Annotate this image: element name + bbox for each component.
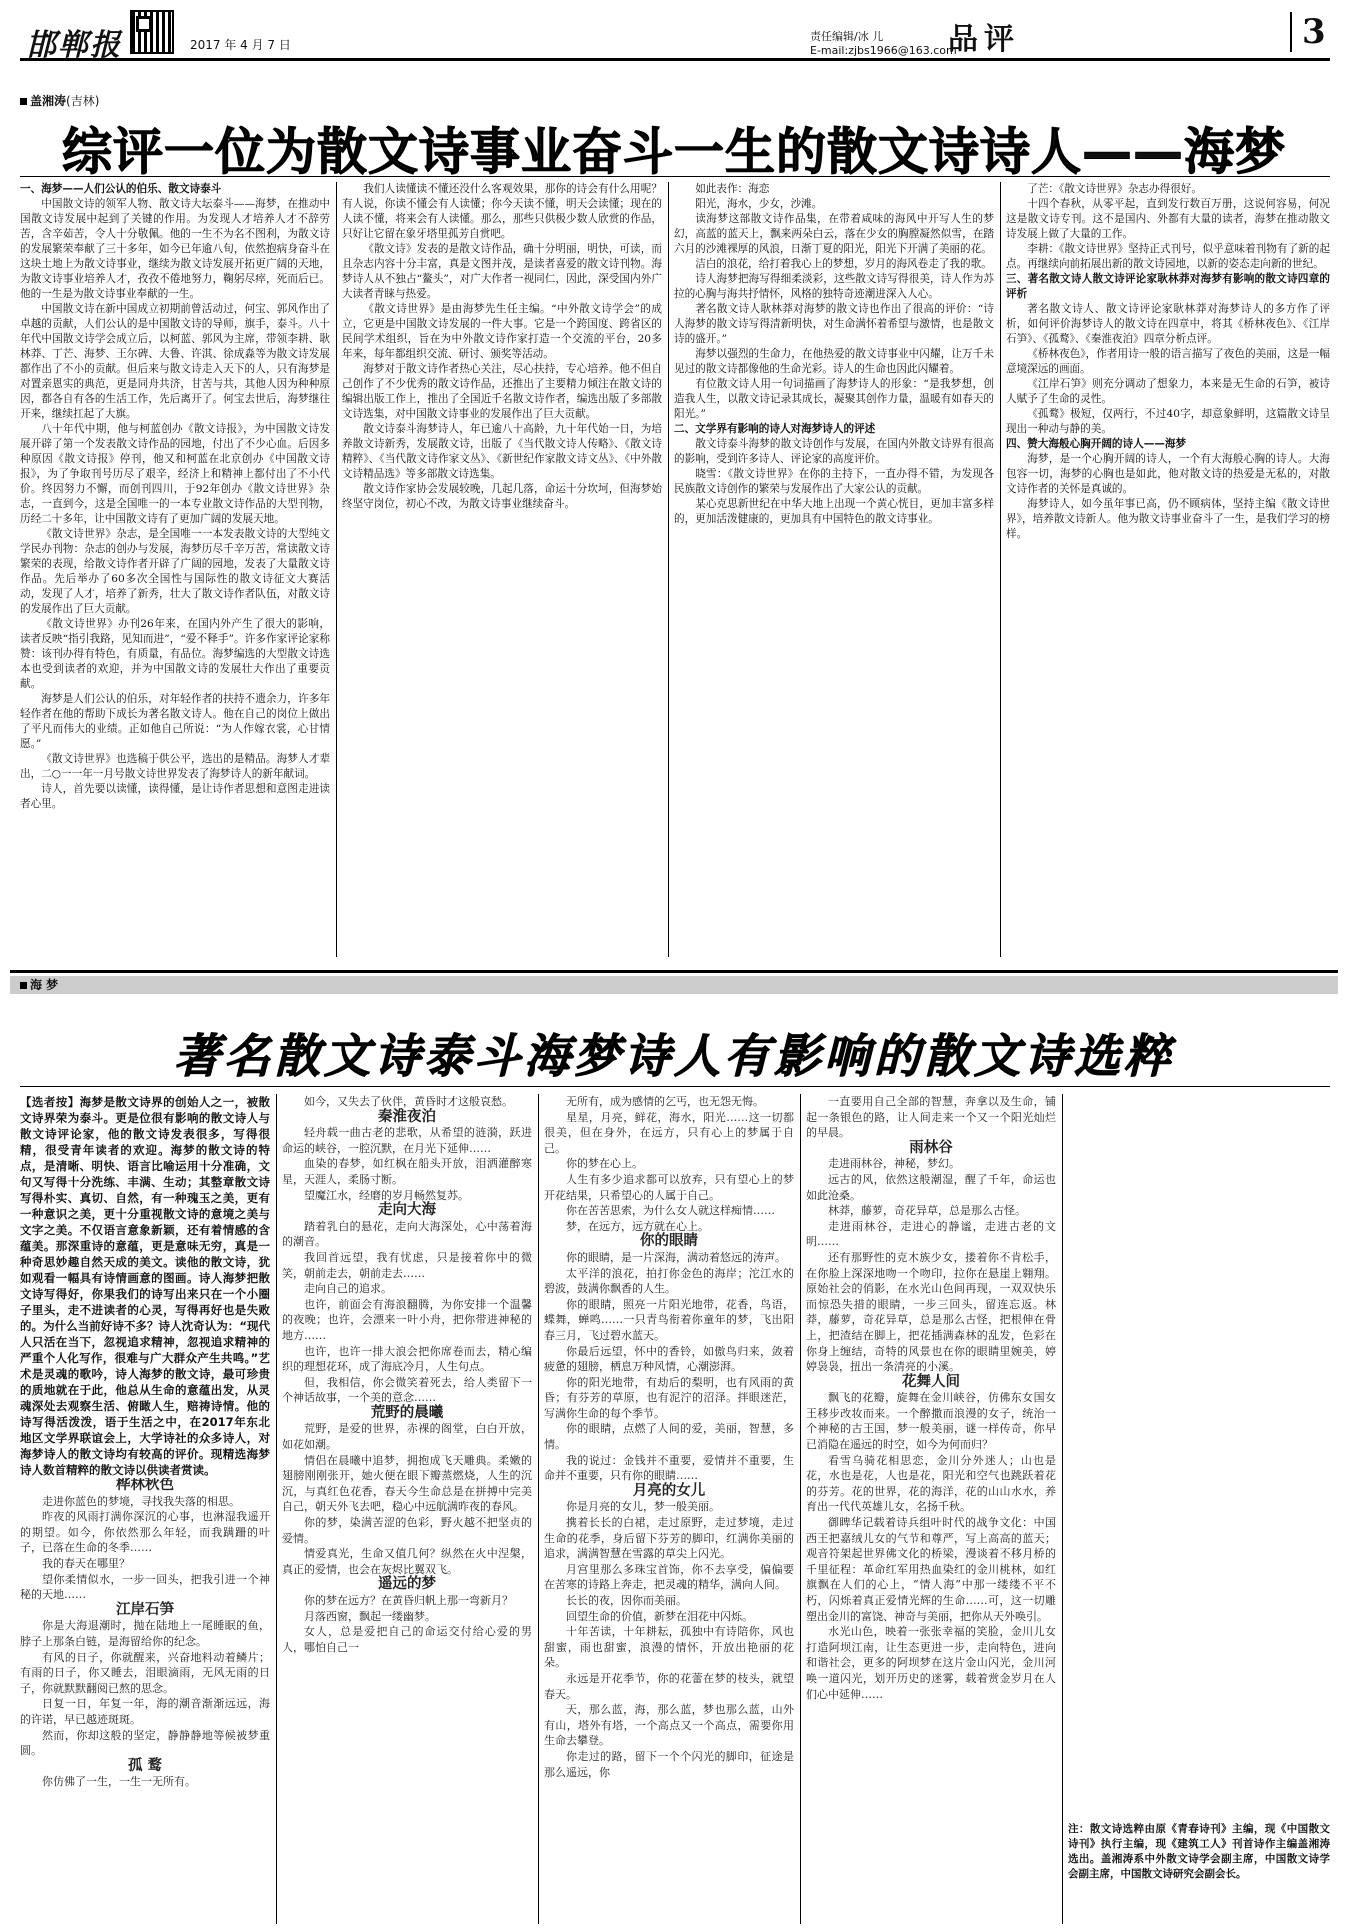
poem-title: 月亮的女儿	[632, 1482, 706, 1499]
article2-byline	[20, 976, 58, 993]
poem-line: 你的梦在心上。	[566, 1157, 643, 1171]
poem-line: 长长的夜，因你而美丽。	[566, 1594, 687, 1607]
poem-line: 你是大海退潮时，抛在陆地上一尾睡眠的鱼，脖子上那条白链，是海留给你的纪念。	[20, 1619, 270, 1648]
poem-line: 也许，也许一排大浪会把你席卷而去，精心编织的理想花环，成了海底冷月，人生句点。	[282, 1344, 532, 1374]
newspaper-name: 邯郸报	[26, 28, 122, 63]
poem-line: 你的梦在远方？在黄昏归帆上那一弯新月？	[304, 1594, 513, 1607]
paragraph: 十四个春秋，从零平起，直到发行数百万册，这说何容易，何况这是散文诗专刊。这不是国内、外都有大量的读者，海梦在推动散文诗发展上做了大量的工作。	[1006, 198, 1330, 240]
column-divider	[800, 1094, 801, 1924]
poem-line: 你的梦，染满苦涩的色彩，野火越不把坚贞的爱情。	[282, 1516, 532, 1545]
poem-line: 月宫里那么多珠宝首饰，你不去享受，偏偏要在苦寒的诗路上奔走，把灵魂的精华，满向人间。	[544, 1562, 794, 1592]
column-divider	[538, 1094, 539, 1924]
poem-line: 携着长长的白裙，走过原野，走过梦境，走过生命的花季，身后留下芬芳的脚印，红满你美丽的追求，满满智慧在雪露的草尖上闪光。	[544, 1516, 794, 1561]
article1-byline	[20, 92, 99, 109]
square-bullet-icon	[20, 982, 27, 989]
paragraph: 《散文诗世界》杂志，是全国唯一一本发表散文诗的大型纯文学民办刊物：杂志的创办与发展，海梦历尽千辛万苦，常读散文诗繁荣的表现，给散文诗作者开辟了广阔的园地，发表了大量散文诗作品。先后举办了60多次全国性与国际性的散文诗征文大赛活动，发现了人才，培养了新秀，壮大了散文诗作者队伍，对散文诗的发展作出了巨大贡献。	[20, 528, 330, 615]
poem-line: 水光山色，映着一张张幸福的笑脸，金川儿女打造阿坝江南，让生态更进一步，走向特色，进向和谐社会，更多的阿坝梦在这片金山闪光，金川河唤一道闪光，划开历史的迷雾，载着赏金岁月在人们心中延伸……	[806, 1625, 1056, 1701]
article2-column-3	[544, 1094, 794, 1924]
paragraph: 中国散文诗的领军人物、散文诗大坛泰斗——海梦，在推动中国散文诗发展中起到了关键的作用。为发现人才培养人才不辞劳苦，含辛茹苦，令人十分敬佩。他的一生不为名不图利，为散文诗的发展繁荣奉献了三十多年，如今已年逾八旬，依然抱病身奋斗在这块土地上为散文诗事业，继续为散文诗发展开拓更广阔的天地，为散文诗事业培养人才，孜孜不倦地努力，鞠躬尽瘁，死而后已。他的一生是为散文诗事业奉献的一生。	[20, 198, 330, 300]
paragraph: 著名散文诗人、散文诗评论家耿林莽对海梦诗人的多方作了评析，如何评价海梦诗人的散文诗在四章中，将其《桥林夜色》、《江岸石笋》、《孤鹜》、《秦淮夜泊》四章分析点评。	[1006, 303, 1330, 345]
poem-title: 走向大海	[378, 1202, 436, 1219]
selection-note	[1068, 1822, 1330, 1882]
paragraph: 海梦，是一个心胸开阔的诗人，一个有大海般心胸的诗人。大海包容一切，海梦的心胸也是如此，他对散文诗的热爱是无私的，对散文诗作者的关怀是真诚的。	[1006, 453, 1330, 495]
poem-title: 雨林谷	[909, 1139, 953, 1156]
paragraph: 诗人，首先要以读懂，读得懂，是让诗作者思想和意图走进读者心里。	[20, 783, 330, 810]
column-divider	[336, 182, 337, 957]
poem-line: 你最后远望，怀中的香铃，如傲鸟归来，敛着疲惫的翅膀，栖息万种风情，心潮澎湃。	[544, 1344, 794, 1374]
paragraph: 《散文诗世界》也选稿于供公平，选出的是精品。海梦人才辈出，二○一一年一月号散文诗世界发表了海梦诗人的新年献词。	[20, 753, 330, 780]
paragraph: 了芒：《散文诗世界》杂志办得很好。	[1027, 183, 1202, 195]
poem-line: 望你柔情似水，一步一回头，把我引进一个神秘的天地……	[20, 1572, 270, 1602]
poem-line: 走进你蓝色的梦境，寻找我失落的相思。	[42, 1494, 240, 1508]
article2-column-4	[806, 1094, 1056, 1924]
poem-title: 你的眼睛	[640, 1233, 698, 1250]
poem-line: 御睥华记载着诗兵组叶时代的战争文化：中国西王把嘉绒儿女的气节和尊严，写上高高的蓝天；观音符架起世界佛文化的桥梁，漫谈着不移月桥的千里征程：革命红军用热血染红的金川桃林，如红旗飘在人们的心上，“情人海”中那一缕缕不平不朽，闪烁着真正爱情光辉的生命……可，这一切雕塑出金川的富饶、神奇与美丽，把你从天外唤引。	[806, 1516, 1056, 1623]
poem-line: 回望生命的价值，新梦在泪花中闪烁。	[566, 1609, 753, 1623]
poem-line: 你的眼睛，点燃了人间的爱，美丽，智慧，多情。	[544, 1422, 794, 1452]
masthead	[20, 8, 1330, 61]
poem-line: 日复一日，年复一年，海的潮音渐渐远远，海的许诺，早已越迹斑斑。	[20, 1697, 270, 1726]
poem-line: 你在苦苦思索，为什么女人就这样痴情……	[566, 1204, 775, 1218]
poem-line: 太平洋的浪花，拍打你金色的海岸；沱江水的碧波，鼓满你飘香的人生。	[544, 1266, 794, 1296]
article2-headline: 著名散文诗泰斗海梦诗人有影响的散文诗选粹	[174, 1029, 1174, 1083]
headline-divider	[20, 1086, 1330, 1087]
paragraph: 海梦以强烈的生命力，在他热爱的散文诗事业中闪耀，让万千未见过的散文诗都像他的生命光彩。诗人的生命也因此闪耀着。	[674, 348, 994, 375]
paragraph: 中国散文诗在新中国成立初期前曾活动过，何宝、郭风作出了卓越的贡献，人们公认的是中国散文诗的导师，旗手，泰斗。八十年代中国散文诗学会成立后，以柯蓝、郭风为主席，带领李耕、耿林莽、丁芒、海梦、王尔碑、大鲁、许淇、徐成淼等为散文诗发展都作出了不小的贡献。但后来与散文诗走入天下的人，只有海梦是对置亲恩实的典范，更是同舟共济，甘苦与共，其他人因为种种原因，都各自有各的生活工作，先后离开了。何宝去世后，海梦继往开来，继续扛起了大旗。	[20, 303, 330, 420]
poem-line: 看雪乌骑花相思恋，金川分外迷人；山也是花，水也是花，人也是花，阳光和空气也跳跃着花的芬芳。花的世界，花的海洋，花的山山水水，养育出一代代英雄儿女，名扬千秋。	[806, 1453, 1056, 1514]
paragraph: 八十年代中期，他与柯蓝创办《散文诗报》，为中国散文诗发展开辟了第一个发表散文诗作品的园地，付出了不少心血。后因多种原因《散文诗报》停刊，他又和柯蓝在北京创办《中国散文诗报》，为了争取刊号历尽了艰辛，经济上和精神上都付出了不小代价。终因努力不懈，而创刊四川，于92年创办《散文诗世界》杂志，一直到今，这是全国唯一的一本专业散文诗作品的大型刊物，历经二十多年，让中国散文诗有了更加广阔的发展天地。	[20, 423, 330, 525]
poem-title: 秦淮夜泊	[378, 1108, 436, 1125]
article1-column-3	[674, 182, 994, 957]
poem-title: 荒野的晨曦	[370, 1404, 444, 1421]
poem-line: 走进雨林谷，走进心的静谧，走进古老的文明……	[806, 1219, 1056, 1249]
article2-column-2	[282, 1094, 532, 1924]
paragraph: 《散文诗世界》办刊26年来，在国内外产生了很大的影响，读者反映“指引我路，见知而进”，“爱不释手”。许多作家评论家称赞：该刊办得有特色，有质量，有品位。海梦编选的大型散文诗选本也受到读者的欢迎，并为中国散文诗的发展壮大作出了重要贡献。	[20, 618, 330, 690]
editor-credit: 责任编辑/冰 儿	[810, 30, 884, 43]
editor-note-label: 【选者按】	[20, 1095, 80, 1109]
poem-line: 一直要用自己全部的智慧，奔拿以及生命，铺起一条银色的路，让人间走来一个又一个阳光灿烂的早晨。	[806, 1095, 1056, 1140]
headline-divider	[20, 176, 1330, 177]
paragraph: 某心克思新世纪在中华大地上出现一个黄心恍目，更加丰富多样的，更加活泼健康的，更加具有中国特色的散文诗事业。	[674, 498, 994, 525]
poem-line: 我回首远望，我有忧虑，只是接着你中的微笑，朝前走去，朝前走去……	[282, 1250, 532, 1280]
byline-author: 海 梦	[30, 978, 59, 992]
column-divider	[1062, 1094, 1063, 1924]
paragraph: 我们人读懂读不懂还没什么客观效果，那你的诗会有什么用呢？有人说，你读不懂会有人读懂；你今天读不懂，明天会读懂；现在的人读不懂，将来会有人读懂。那么，那些只供极少数人欣赏的作品，只好让它留在象牙塔里孤芳自赏吧。	[342, 183, 662, 240]
poem-line: 永远是开花季节，你的花蕾在梦的枝头，就望春天。	[544, 1671, 794, 1701]
poem-line: 我的说过：金钱并不重要，爱情并不重要，生命并不重要，只有你的眼睛……	[544, 1453, 794, 1483]
paragraph: 读海梦这部散文诗作品集，在带着咸味的海风中开写人生的梦幻，高蓝的蓝天上，飘来两朵白云，落在少女的胸膛凝然似雪，在踏六月的沙滩裸厚的风浪，日渐丁夏的阳光，阳光下开满了美丽的花。	[674, 213, 994, 255]
poem-line: 星星，月亮，鲜花，海水，阳光……这一切都很美，但在身外，在远方，只有心上的梦属于自己。	[544, 1110, 794, 1155]
poem-line: 血染的春梦，如红枫在船头开放，泪洒灌醉寒星，天涯人，柔肠寸断。	[282, 1157, 532, 1186]
poem-line: 你的阳光地带，有劫后的梨明，也有风雨的黄昏；有芬芳的草原，也有泥泞的沼泽。拌眼迷茫，写满你生命的每个季节。	[544, 1375, 794, 1420]
paragraph: 海梦是人们公认的伯乐，对年轻作者的扶持不遗余力，许多年轻作者在他的帮助下成长为著名散文诗人。他在自己的岗位上做出了平凡而伟大的业绩。正如他自己所说：“为人作嫁衣裳，心甘情愿。”	[20, 693, 330, 750]
poem-line: 望魔江水，经磨的岁月畅然复苏。	[304, 1188, 469, 1202]
paragraph: 李耕：《散文诗世界》坚持正式刊号，似乎意味着刊物有了新的起点。再继续向前拓展出新的散文诗园地，以新的姿态走向新的世纪。	[1006, 243, 1330, 270]
paragraph: 诗人海梦把海写得细柔淡彩，这些散文诗写得很美，诗人作为苏拉的心胸与海共抒情怀，风格的独特奇迹潮进深入人心。	[674, 273, 994, 300]
poem-line: 飘飞的花瓣，旋舞在金川峡谷，仿佛东女国女王移步改妆而来。一个醉撒而浪漫的女子，统治一个神秘的古王国，梦一般美丽，谜一样传奇，你早已消隐在遥远的时空，如今为何而归？	[806, 1391, 1056, 1452]
paragraph: 《散文诗》发表的是散文诗作品，确十分明丽，明快，可读，而且杂志内容十分丰富，真是文图并茂，是读者喜爱的散文诗刊物。海梦诗人从不独占“鳌头”，对广大作者一视同仁，因此，深受国内外广大读者青睐与热爱。	[342, 243, 662, 300]
poem-line: 我的春天在哪里？	[42, 1556, 130, 1570]
section-subheading: 一、海梦——人们公认的伯乐、散文诗泰斗	[20, 183, 222, 195]
poem-line: 无所有，成为感情的乞丐，也无怨无悔。	[566, 1095, 764, 1108]
poem-line: 你仿佛了一生，一生一无所有。	[42, 1775, 196, 1789]
poems-col-5	[1068, 1094, 1330, 1814]
poem-title: 花舞人间	[902, 1373, 960, 1390]
poem-line: 女人，总是爱把自己的命运交付给心爱的男人，哪怕自己一	[282, 1625, 532, 1654]
poem-line: 月落西窗，飘起一缕幽梦。	[304, 1609, 436, 1623]
paragraph: 洁白的浪花，给打着我心上的梦想，岁月的海风卷走了我的歌。	[695, 258, 992, 270]
poem-line: 人生有多少追求都可以放弃，只有望心上的梦开花结果，只希望心的人属于自己。	[544, 1172, 794, 1202]
poem-line: 十年苦读，十年耕耘，孤独中有诗陪你，风也甜蜜，雨也甜蜜，浪漫的情怀，开放出艳丽的花朵。	[544, 1625, 794, 1670]
poem-line: 走向自己的追求。	[304, 1282, 392, 1296]
poem-line: 荒野，是爱的世界，赤裸的阁堂，白白开放，如花如潮。	[282, 1422, 532, 1452]
paragraph: 有位散文诗人用一句词描画了海梦诗人的形象：“是我梦想，创造我人生，以散文诗记录其成长，凝聚其创作力量，温暖有如春天的阳光。”	[674, 378, 994, 420]
poem-line: 林莽，藤萝，奇花异草，总是那么古怪。	[828, 1204, 1026, 1218]
poem-title: 孤 鹜	[127, 1757, 163, 1774]
article2-column-5	[1068, 1094, 1330, 1924]
poem-line: 还有那野性的克木族少女，搂着你不肯松手，在你脸上深深地吻一个吻印，拉你在悬崖上翱翔。原始社会的俏影，在水光山色间再现，一双双快乐而惊恐失措的眼睛，一步三回头，留连忘返。林莽，藤萝，奇花异草，总是那么古怪，把根伸在骨上，把渣结在脚上，把花插满森林的乱发，色彩在你身上缠结，奇特的风景也在你的眼睛里婉美，婷婷袅袅，扭出一条清亮的小溪。	[806, 1250, 1056, 1374]
selection-note-text: 散文诗选粹由原《青春诗刊》主编，现《中国散文诗刊》执行主编，现《建筑工人》刊首诗作主编盖湘涛选出。盖湘涛系中外散文诗学会副主席，中国散文诗学会副主席，中国散文诗研究会副会长。	[1068, 1823, 1330, 1880]
paragraph: 散文诗泰斗海梦的散文诗创作与发展，在国内外散文诗界有很高的影响，受到许多诗人、评论家的高度评价。	[674, 438, 994, 465]
paragraph: 晓雪：《散文诗世界》在你的主持下，一直办得不错，为发现各民族散文诗创作的繁荣与发展作出了大家公认的贡献。	[674, 468, 994, 495]
column-divider	[1000, 182, 1001, 957]
section-subheading: 四、赞大海般心胸开阔的诗人——海梦	[1006, 438, 1187, 450]
paragraph: 《江岸石笋》则充分调动了想象力，本来是无生命的石笋，被诗人赋予了生命的灵性。	[1006, 378, 1330, 405]
poem-line: 踏着乳白的悬花，走向大海深处，心中荡着海的潮音。	[282, 1219, 532, 1249]
poem-line: 但，我相信，你会微笑着死去，给人类留下一个神话故事，一个美的意念……	[282, 1375, 532, 1405]
page-number: 3	[1290, 12, 1326, 52]
poem-line: 情爱真光，生命又值几何？纵然在火中涅槃，真正的爱情，也会在灰烬比翼双飞。	[282, 1547, 532, 1576]
article1-column-2	[342, 182, 662, 957]
poem-line: 如今，又失去了伙伴，黄昏时才这般哀愁。	[304, 1095, 513, 1108]
paragraph: 《桥林夜色》，作者用诗一般的语言描写了夜色的美丽，这是一幅意境深远的画面。	[1006, 348, 1330, 375]
poem-line: 然而，你却这般的坚定，静静静地等候被梦重圆。	[20, 1728, 270, 1758]
poem-line: 也许，前面会有海浪翻腾，为你安排一个温馨的夜晚；也许，会漂来一叶小舟，把你带进神秘的地方……	[282, 1297, 532, 1342]
poem-line: 有风的日子，你就醒来，兴奋地料动着鳞片；有雨的日子，你又睡去，泪眼滴雨，无风无雨的日子，你就默默翻阅已熬的思念。	[20, 1650, 270, 1695]
paragraph: 海梦对于散文诗作者热心关注，尽心扶持，专心培养。他不但自己创作了不少优秀的散文诗作品，还推出了主要精力倾注在散文诗的编辑出版工作上，推出了全国近千名散文诗作者，编选出版了多部散文诗选集，对中国散文诗事业的发展作出了巨大贡献。	[342, 363, 662, 420]
poems-col-1	[20, 1478, 270, 1790]
section-subheading: 三、著名散文诗人散文诗评论家耿林莽对海梦有影响的散文诗四章的评析	[1006, 273, 1330, 300]
article1-column-1	[20, 182, 330, 957]
poem-line: 天，那么蓝，海，那么蓝，梦也那么蓝，山外有山，塔外有塔，一个高点又一个高点，需要你用生命去攀登。	[544, 1703, 794, 1748]
paragraph: 如此表作：海恋	[695, 183, 770, 195]
poem-title: 遥远的梦	[378, 1576, 436, 1593]
poem-line: 你是月亮的女儿，梦一般美丽。	[566, 1500, 720, 1514]
byline-place: (吉林)	[66, 94, 100, 108]
square-bullet-icon	[20, 98, 27, 105]
article1-headline: 综评一位为散文诗事业奋斗一生的散文诗诗人——海梦	[62, 123, 1286, 181]
selection-note-label: 注：	[1068, 1823, 1090, 1835]
poem-line: 你的眼睛，照亮一片阳光地带，花香，鸟语，蝶舞，蝉鸣……一只青鸟衔着你童年的梦，飞出阳春三月，飞过碧水蓝天。	[544, 1297, 794, 1342]
poem-line: 走进雨林谷，神秘，梦幻。	[828, 1157, 960, 1171]
byline-author: 盖湘涛	[30, 94, 67, 108]
paragraph: 海梦诗人，如今虽年事已高，仍不顾病体，坚持主编《散文诗世界》，培养散文诗新人。他为散文诗事业奋斗了一生，是我们学习的榜样。	[1006, 498, 1330, 540]
article2-column-1	[20, 1094, 270, 1924]
section-band	[10, 976, 1338, 994]
editor-note-text: 海梦是散文诗界的创始人之一，被散文诗界荣为泰斗。更是位很有影响的散文诗人与散文诗评论家，他的散文诗发表很多，写得很精，很受青年读者的欢迎。海梦的散文诗的特点，是清晰、明快、语言比喻运用十分准确，文句又写得十分洗练、丰满、生动；其整章散文诗写得朴实、真切、自然，有一种瑰玉之美，更有一种意识之美，更十分重视散文诗的意境之美与文字之美。不仅语言意象新颖，还有着情感的含蕴美。那深重诗的意蕴，更是意味无穷，真是一种奇思妙趣自然天成的美文。读他的散文诗，犹如观看一幅具有诗情画意的图画。诗人海梦把散文诗写得好，你果我们的诗写出来只在一个小圈子里头，走不进读者的心灵，写得再好也是失败的。为什么当前好诗不多？诗人沈奇认为：“现代人只活在当下，忽视追求精神，忽视追求精神的严重个人化写作，很难与广大群众产生共鸣。”艺术是灵魂的歌吟，诗人海梦的散文诗，最可珍贵的质地就在于此，他总从生命的意蕴出发，从灵魂深处去观察生活、俯瞰人生，赔祷诗情。他的诗写得活泼泼，语于生活之中，在2017年东北地区文学界联谊会上，大学诗社的众多诗人，对海梦诗人的散文诗均有较高的评价。现精选海梦诗人数首精粹的散文诗以供读者赏读。	[20, 1095, 270, 1477]
issue-date: 2017 年 4 月 7 日	[190, 38, 291, 52]
editor-note	[20, 1094, 270, 1478]
poem-title: 江岸石笋	[116, 1601, 174, 1618]
paragraph: 著名散文诗人耿林莽对海梦的散文诗也作出了很高的评价：“诗人海梦的散文诗写得清新明快，对生命满怀着希望与激情，也是散文诗的盛开。”	[674, 303, 994, 345]
page-section-name: 品评	[948, 22, 1020, 57]
paragraph: 散文诗泰斗海梦诗人，年已逾八十高龄，九十年代始一日，为培养散文诗新秀，发展散文诗，出版了《当代散文诗人传略》、《散文诗精粹》、《当代散文诗作家文丛》、《新世纪作家散文诗文丛》、《中外散文诗精品选》等多部散文诗选集。	[342, 423, 662, 480]
poem-line: 轻舟载一曲古老的悲歌，从希望的涟漪，跃进命运的峡谷，一腔沉默，在月光下延伸……	[282, 1126, 532, 1155]
section-subheading: 二、文学界有影响的诗人对海梦诗人的评述	[674, 423, 876, 435]
article1-column-4	[1006, 182, 1330, 957]
poem-line: 昨夜的风雨打满你深沉的心事，也淋湿我遥开的期望。如今，你依然那么年轻，而我蹒跚的叶子，已落在生命的冬季……	[20, 1510, 270, 1555]
editor-email: E-mail:zjbs1966@163.com	[810, 44, 957, 57]
poem-line: 你的眼睛，是一片深海，满动着悠远的涛声。	[566, 1250, 786, 1264]
paragraph: 《散文诗世界》是由海梦先生任主编。“中外散文诗学会”的成立，它更是中国散文诗发展的一件大事。它是一个跨国度、跨省区的民间学术组织，旨在为中外散文诗作家打造一个交流的平台，20多年来，每年都组织交流、研讨、颁奖等活动。	[342, 303, 662, 360]
poem-line: 你走过的路，留下一个个闪光的脚印，征途是那么遥远，你	[544, 1749, 794, 1779]
column-divider	[668, 182, 669, 957]
poem-line: 梦，在远方，远方就在心上。	[566, 1219, 709, 1233]
paragraph: 散文诗作家协会发展较晚，几起几落，命运十分坎坷，但海梦始终坚守岗位，初心不改，为散文诗事业继续奋斗。	[342, 483, 662, 510]
paragraph: 阳光，海水，少女，沙滩。	[695, 198, 823, 210]
poem-title: 桦林秋色	[116, 1478, 174, 1493]
column-divider	[276, 1094, 277, 1924]
paragraph: 《孤鹜》极短，仅两行，不过40字，却意象鲜明，这篇散文诗呈现出一种动与静的美。	[1006, 408, 1330, 435]
poem-line: 情侣在晨曦中追梦，拥抱成飞天雕典。柔嫩的翅膀刚刚张开，她火便在眼下瓣蒸燃烧，人生的沉沉，与真红色花香，春天今生命总是在拼搏中完美自己，朝天外飞去吧，稳心中远航满昨夜的春风。	[282, 1453, 532, 1514]
poem-line: 远古的风，依然这般潮湿，醒了千年，命运也如此沧桑。	[806, 1172, 1056, 1202]
qr-code-icon	[130, 10, 174, 54]
